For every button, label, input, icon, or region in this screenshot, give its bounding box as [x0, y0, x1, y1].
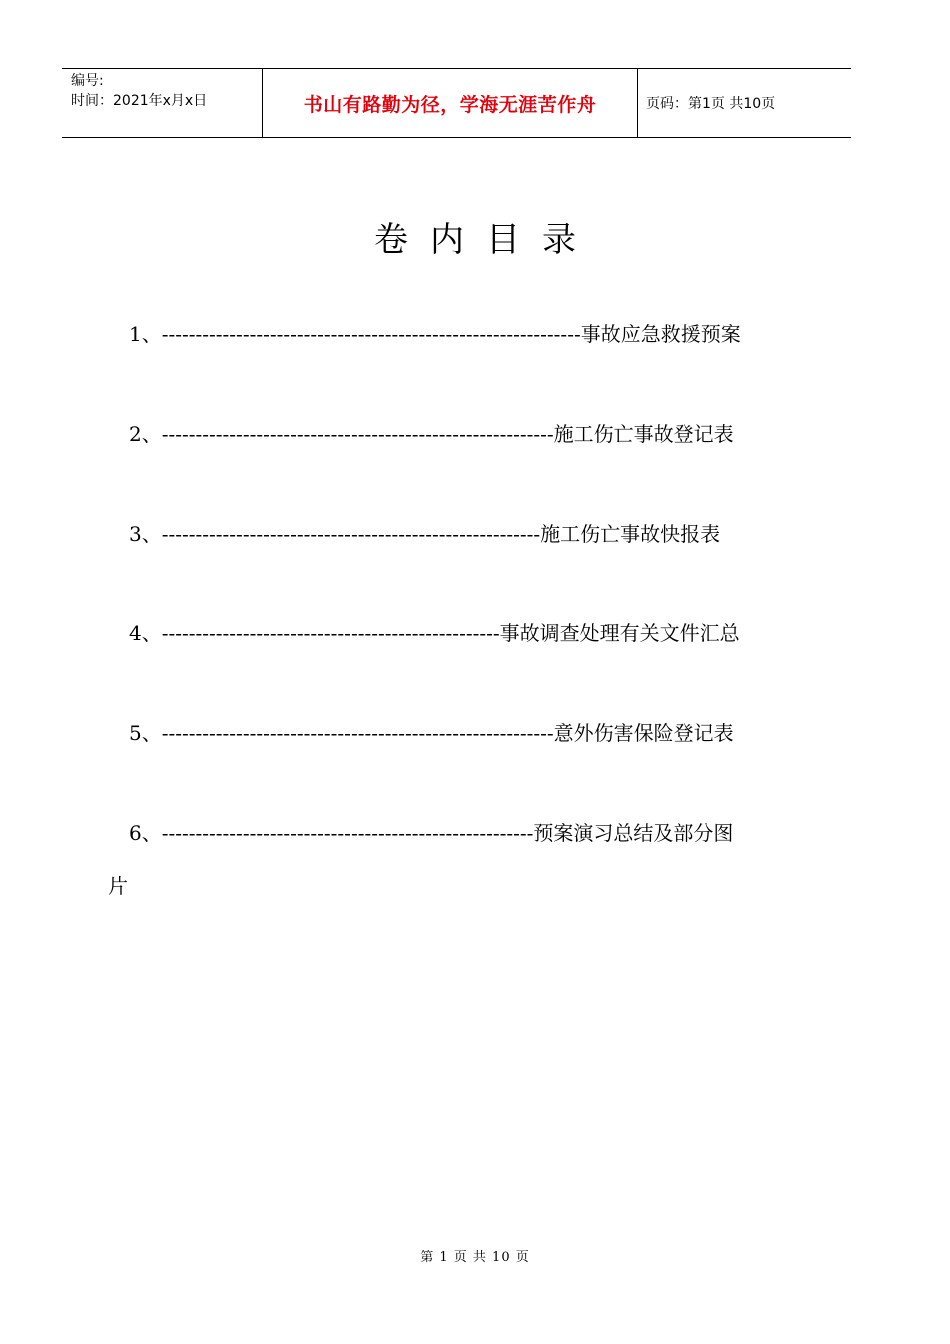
header-meta	[62, 69, 262, 137]
toc-item: 6、-------------------------------------------------------预案演习总结及部分图	[129, 821, 734, 845]
header-page-code-cell	[637, 69, 851, 137]
toc-item: 5、----------------------------------------------------------意外伤害保险登记表	[129, 721, 734, 745]
toc-item: 1、--------------------------------------------------------------事故应急救援预案	[129, 322, 741, 346]
page-footer: 第 1 页 共 10 页	[420, 1250, 530, 1265]
document-date: 时间：2021年x月x日	[71, 93, 208, 109]
toc-item: 3、--------------------------------------------------------施工伤亡事故快报表	[129, 522, 721, 546]
page-header	[62, 68, 851, 138]
header-motto-cell	[262, 69, 638, 137]
toc-item: 4、--------------------------------------------------事故调查处理有关文件汇总	[129, 621, 740, 645]
document-number-label: 编号:	[71, 73, 104, 89]
toc-item: 2、----------------------------------------------------------施工伤亡事故登记表	[129, 422, 734, 446]
motto: 书山有路勤为径，学海无涯苦作舟	[303, 93, 597, 116]
page-code: 页码：第1页 共10页	[646, 96, 776, 112]
page-title: 卷内目录	[374, 220, 598, 260]
toc-item-continuation: 片	[108, 874, 128, 898]
